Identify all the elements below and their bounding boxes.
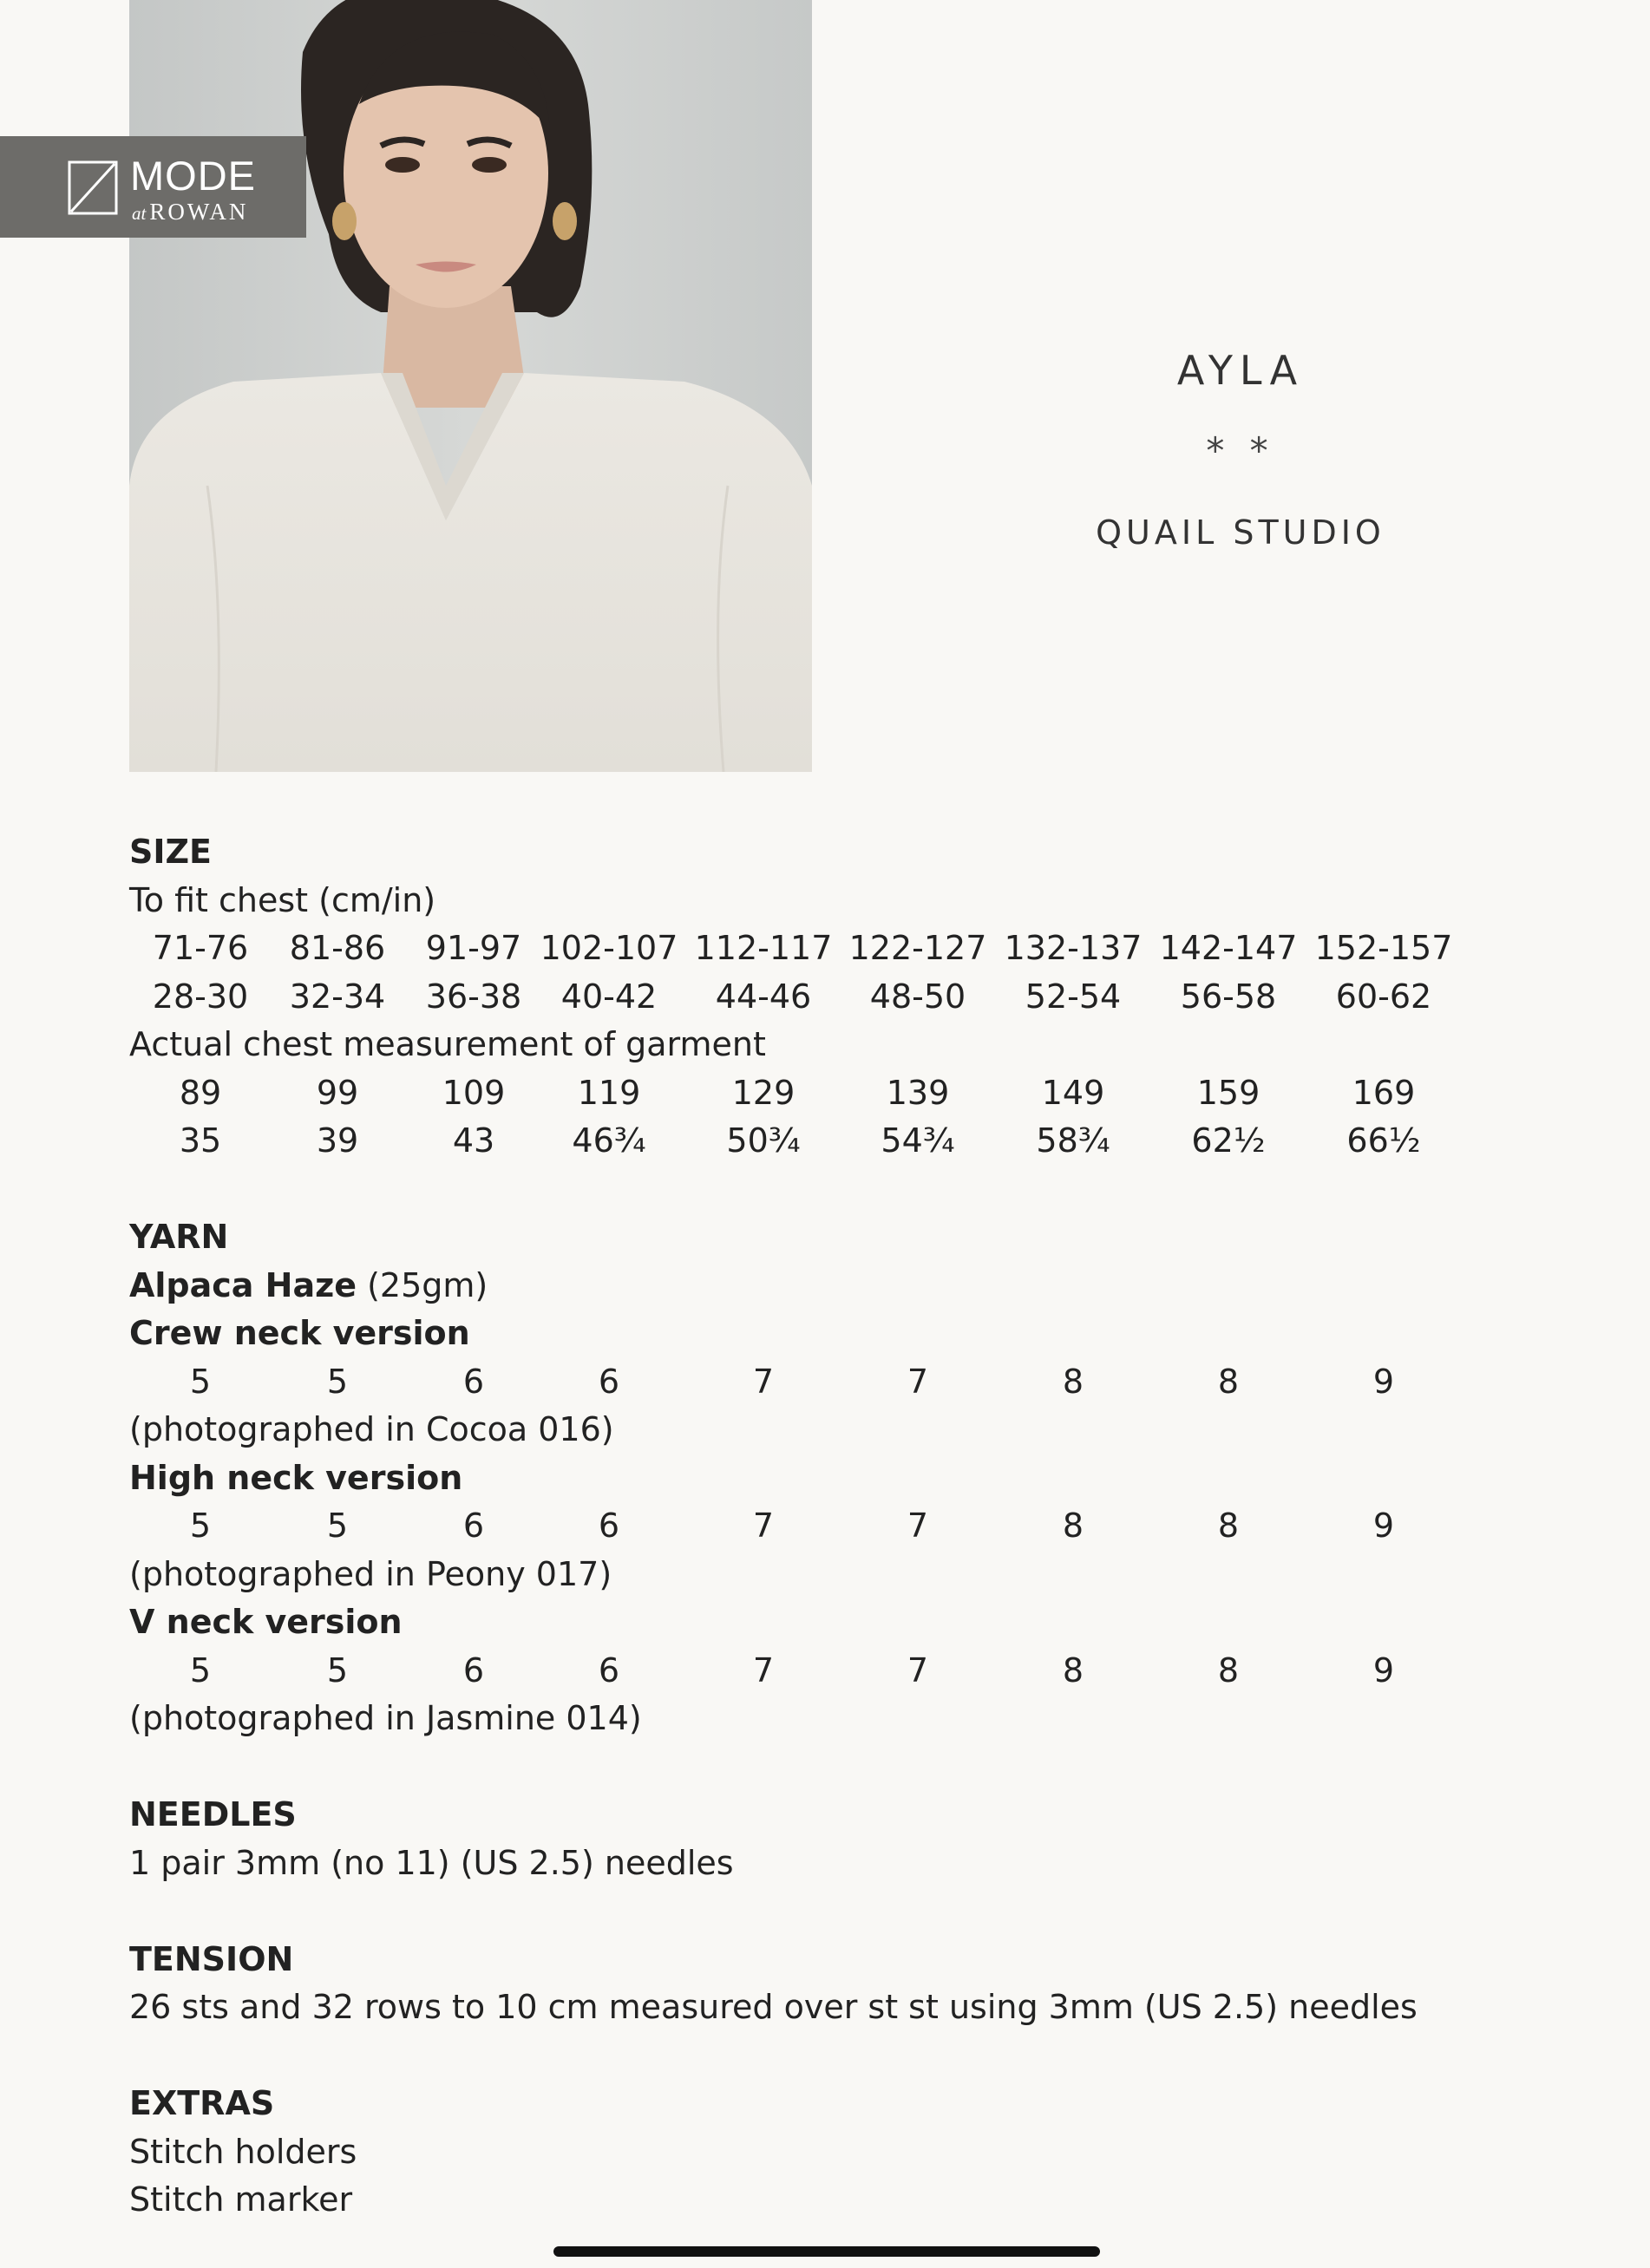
size-cell: 122-127: [848, 929, 987, 967]
size-cell: 142-147: [1159, 929, 1298, 967]
mode-at-rowan-logo: [0, 136, 306, 238]
size-cell: 52-54: [1025, 977, 1122, 1016]
qty-cell: 8: [1062, 1507, 1084, 1545]
qty-cell: 7: [907, 1507, 929, 1545]
qty-cell: 6: [462, 1362, 485, 1401]
logo-rowan: ROWAN: [149, 199, 249, 225]
size-cell: 112-117: [694, 929, 833, 967]
tension-heading: TENSION: [129, 1939, 294, 1978]
size-cell: 66½: [1346, 1121, 1421, 1160]
actual-chest-label: Actual chest measurement of garment: [129, 1025, 766, 1063]
size-cell: 28-30: [152, 977, 249, 1016]
size-cell: 43: [452, 1121, 495, 1160]
pattern-photo: [129, 0, 812, 772]
qty-cell: 8: [1062, 1362, 1084, 1401]
yarn-weight: (25gm): [367, 1265, 488, 1304]
qty-cell: 9: [1372, 1362, 1395, 1401]
home-indicator[interactable]: [553, 2246, 1100, 2257]
yarn-name-line: [129, 1262, 1552, 1310]
logo-word: MODE: [130, 153, 256, 199]
qty-cell: 7: [907, 1362, 929, 1401]
size-cell: 99: [316, 1073, 359, 1112]
extras-item: Stitch holders: [129, 2132, 357, 2171]
qty-cell: 5: [326, 1650, 349, 1690]
needles-heading: NEEDLES: [129, 1795, 297, 1833]
size-cell: 81-86: [289, 929, 386, 967]
difficulty-stars: * *: [1206, 429, 1275, 472]
size-cell: 102-107: [540, 929, 678, 967]
extras-item: Stitch marker: [129, 2180, 353, 2219]
fit-cm-row: [129, 925, 1552, 973]
actual-in-row: [129, 1117, 1552, 1166]
qty-cell: 5: [189, 1650, 212, 1690]
size-cell: 129: [731, 1073, 796, 1112]
size-cell: 169: [1352, 1073, 1416, 1112]
qty-cell: 8: [1062, 1650, 1084, 1690]
size-cell: 71-76: [152, 929, 249, 967]
size-cell: 149: [1041, 1073, 1105, 1112]
size-cell: 152-157: [1314, 929, 1453, 967]
version-label: Crew neck version: [129, 1314, 470, 1352]
size-cell: 32-34: [289, 977, 386, 1016]
qty-cell: 6: [598, 1507, 620, 1545]
qty-cell: 6: [462, 1650, 485, 1690]
version-label: V neck version: [129, 1603, 403, 1641]
qty-cell: 6: [462, 1507, 485, 1545]
size-cell: 109: [442, 1073, 506, 1112]
model-illustration: [129, 0, 812, 772]
size-cell: 159: [1196, 1073, 1260, 1112]
yarn-qty-row: [129, 1502, 1552, 1551]
yarn-qty-row: [129, 1647, 1552, 1696]
extras-heading: EXTRAS: [129, 2084, 275, 2122]
logo-at: at: [132, 203, 147, 224]
actual-cm-row: [129, 1069, 1552, 1118]
size-cell: 139: [886, 1073, 950, 1112]
qty-cell: 9: [1372, 1650, 1395, 1690]
size-cell: 35: [179, 1121, 222, 1160]
yarn-qty-row: [129, 1358, 1552, 1407]
size-cell: 56-58: [1180, 977, 1277, 1016]
size-cell: 58¾: [1036, 1121, 1110, 1160]
yarn-name: Alpaca Haze: [129, 1265, 357, 1304]
size-cell: 46¾: [572, 1121, 646, 1160]
fit-in-row: [129, 973, 1552, 1022]
needles-text: 1 pair 3mm (no 11) (US 2.5) needles: [129, 1843, 734, 1882]
size-cell: 62½: [1191, 1121, 1266, 1160]
qty-cell: 7: [752, 1650, 775, 1690]
qty-cell: 5: [326, 1507, 349, 1545]
qty-cell: 5: [189, 1362, 212, 1401]
yarn-heading: YARN: [129, 1218, 229, 1256]
qty-cell: 7: [907, 1650, 929, 1690]
qty-cell: 6: [598, 1362, 620, 1401]
size-cell: 39: [316, 1121, 359, 1160]
size-cell: 119: [577, 1073, 641, 1112]
size-cell: 48-50: [869, 977, 966, 1016]
qty-cell: 8: [1217, 1507, 1240, 1545]
pattern-title: AYLA: [1176, 347, 1305, 394]
qty-cell: 5: [189, 1507, 212, 1545]
qty-cell: 9: [1372, 1507, 1395, 1545]
size-cell: 60-62: [1335, 977, 1432, 1016]
size-heading: SIZE: [129, 833, 213, 871]
version-label: High neck version: [129, 1458, 463, 1497]
tension-text: 26 sts and 32 rows to 10 cm measured over st st using 3mm (US 2.5) needles: [129, 1988, 1418, 2026]
size-cell: 91-97: [425, 929, 522, 967]
qty-cell: 7: [752, 1507, 775, 1545]
logo-mark-icon: [68, 160, 118, 215]
size-cell: 40-42: [560, 977, 658, 1016]
photographed-note: (photographed in Jasmine 014): [129, 1699, 642, 1737]
qty-cell: 8: [1217, 1362, 1240, 1401]
pattern-details: [129, 828, 1552, 2225]
size-cell: 36-38: [425, 977, 522, 1016]
size-cell: 54¾: [881, 1121, 955, 1160]
photographed-note: (photographed in Peony 017): [129, 1554, 612, 1593]
qty-cell: 8: [1217, 1650, 1240, 1690]
qty-cell: 7: [752, 1362, 775, 1401]
size-cell: 44-46: [715, 977, 812, 1016]
qty-cell: 6: [598, 1650, 620, 1690]
size-cell: 50¾: [726, 1121, 801, 1160]
designer-name: QUAIL STUDIO: [1096, 513, 1385, 552]
qty-cell: 5: [326, 1362, 349, 1401]
size-cell: 132-137: [1004, 929, 1143, 967]
logo-sub: [132, 200, 248, 224]
fit-chest-label: To fit chest (cm/in): [129, 880, 436, 919]
size-cell: 89: [179, 1073, 222, 1112]
photographed-note: (photographed in Cocoa 016): [129, 1410, 614, 1448]
